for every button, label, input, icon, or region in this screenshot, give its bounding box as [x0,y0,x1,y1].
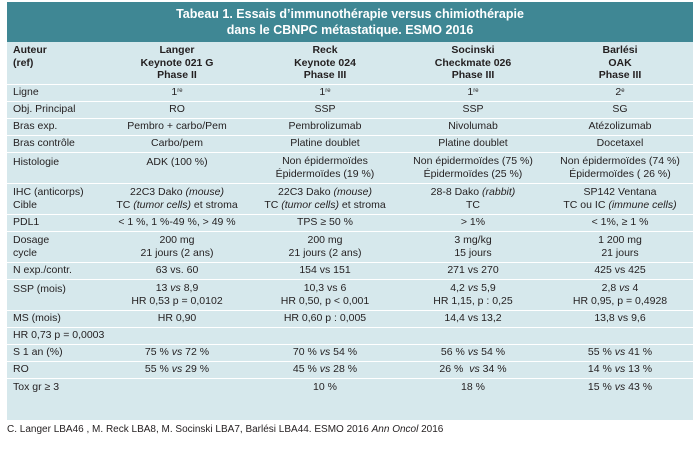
header-label-cell [7,42,103,84]
cell-line: Épidermoïdes ( 26 %) [569,167,671,180]
row-label: PDL1 [7,214,103,231]
cell-text: 43 % [625,380,653,393]
cell-italic: (tumor cells) [281,198,339,211]
cell: HR 0,90 [103,310,251,327]
cell [103,361,251,378]
cell-text: 2 [615,86,622,99]
cell-line [403,186,543,199]
cell-line: HR 1,15, p : 0,25 [433,294,513,307]
cell-line: 21 jours (2 ans) [288,246,362,259]
cell-text: 28-8 Dako [430,186,483,198]
cell-text: 13 % [625,363,653,376]
header-phase: Phase III [451,69,495,81]
row-label: Bras exp. [7,118,103,135]
cell-text: et stroma [339,198,386,211]
cell-line [107,199,247,212]
cell-line [255,199,395,212]
row-label: Ligne [7,84,103,101]
cell: Carbo/pem [103,135,251,152]
trials-table [7,42,693,395]
row-bras-exp [7,118,693,135]
row-label: MS (mois) [7,310,103,327]
header-col-socinski [399,42,547,84]
cell-text: 13 [155,282,171,294]
row-hr [7,327,693,344]
cell [251,84,399,101]
cell [103,344,251,361]
row-ihc [7,183,693,214]
header-author: Barlési [602,44,638,56]
row-pdl1 [7,214,693,231]
cell-line [107,282,247,295]
cell-line [403,282,543,295]
cell-italic: (mouse) [333,186,372,198]
cell [251,152,399,183]
cell-text: TC [264,198,282,211]
cell-italic: vs [467,282,479,294]
cell: SG [547,101,693,118]
cell: RO [103,101,251,118]
cell: Pembro + carbo/Pem [103,118,251,135]
row-n-exp [7,262,693,279]
cell: TPS ≥ 50 % [251,214,399,231]
row-label [7,183,103,214]
row-bras-controle [7,135,693,152]
cell-text: 34 % [479,363,507,376]
cell-text: 1 [467,86,474,99]
row-label-line: IHC (anticorps) [13,186,84,198]
cell: Platine doublet [399,135,547,152]
cell-text: et stroma [191,198,238,211]
cell-text: 4,2 [450,282,468,294]
header-phase: Phase II [157,69,197,81]
cell-superscript: re [473,88,479,95]
cell-line: 200 mg [307,234,343,246]
row-label: S 1 an (%) [7,344,103,361]
row-label: HR 0,73 p = 0,0003 [7,327,693,344]
row-label: RO [7,361,103,378]
cell: 271 vs 270 [399,262,547,279]
row-label: Histologie [7,152,103,183]
cell [399,279,547,310]
cell: 63 vs. 60 [103,262,251,279]
header-study: Keynote 024 [294,56,356,69]
cell: < 1 %, 1 %-49 %, > 49 % [103,214,251,231]
cell-line [551,282,689,295]
cell-line: Non épidermoïdes (75 %) [413,155,533,167]
cell: 13,8 vs 9,6 [547,310,693,327]
cell-text: 55 % [587,346,615,359]
cell-line: 21 jours [601,246,639,259]
cell [547,152,693,183]
cell-text: 56 % [440,346,468,359]
row-tox [7,378,693,395]
cell-line: 1 200 mg [598,234,642,246]
cell-text: 28 % [330,363,358,376]
cell-line: 15 jours [454,246,492,259]
cell-italic: vs [469,363,480,376]
cell [103,378,251,395]
cell-italic: (immune cells) [608,198,677,211]
table-title-line2: dans le CBNPC métastatique. ESMO 2016 [226,23,474,37]
cell [399,344,547,361]
row-ligne [7,84,693,101]
cell-text: 15 % [587,380,615,393]
cell-text: 2,8 [601,282,620,294]
cell [103,183,251,214]
cell-text: 75 % [144,346,172,359]
cell-italic: vs [619,282,630,294]
cell [251,183,399,214]
footnote [7,424,443,435]
cell-text: 41 % [625,346,653,359]
cell-italic: vs [171,363,183,376]
cell: Pembrolizumab [251,118,399,135]
cell-line: SP142 Ventana [583,186,657,198]
row-label: N exp./contr. [7,262,103,279]
cell-text: 72 % [182,346,210,359]
cell: 14,4 vs 13,2 [399,310,547,327]
table-title-line1: Tabeau 1. Essais d’immunothérapie versus chimiothérapie [176,7,524,21]
cell-text: 1 [171,86,178,99]
header-label-ref: (ref) [13,56,34,69]
cell-line: HR 0,50, p < 0,001 [280,294,370,307]
cell [399,361,547,378]
cell [251,344,399,361]
cell-italic: (mouse) [185,186,224,198]
cell [103,84,251,101]
row-objectif [7,101,693,118]
cell: 425 vs 425 [547,262,693,279]
header-col-barlesi [547,42,693,84]
cell-line: Épidermoïdes (25 %) [423,167,523,180]
row-histologie [7,152,693,183]
header-author: Reck [312,44,338,56]
cell-italic: vs [171,346,183,359]
cell-line [551,199,689,212]
trials-table-panel [7,2,693,420]
row-label: Bras contrôle [7,135,103,152]
cell-text: 22C3 Dako [130,186,186,198]
row-ms [7,310,693,327]
footnote-year: 2016 [418,424,444,435]
cell [251,361,399,378]
cell-italic: vs [614,346,626,359]
cell-line: Non épidermoïdes [282,155,368,167]
header-study: OAK [608,56,632,69]
cell [103,231,251,262]
cell: HR 0,60 p : 0,005 [251,310,399,327]
cell: 18 % [399,378,547,395]
cell-text: 54 % [330,346,358,359]
row-label: Obj. Principal [7,101,103,118]
row-label [7,231,103,262]
table-title [7,2,693,42]
cell-line [107,186,247,199]
cell-text: 70 % [292,346,320,359]
cell [251,279,399,310]
cell: < 1%, ≥ 1 % [547,214,693,231]
cell: Atézolizumab [547,118,693,135]
cell [547,378,693,395]
cell-superscript: e [621,88,625,95]
cell-text: 55 % [144,363,172,376]
row-label: Tox gr ≥ 3 [7,378,103,395]
cell [399,231,547,262]
row-label: SSP (mois) [7,279,103,310]
cell-text: 5,9 [478,282,496,294]
cell: 154 vs 151 [251,262,399,279]
cell [547,84,693,101]
header-author: Socinski [451,44,495,56]
row-label-line: Cible [13,198,37,211]
row-s1an [7,344,693,361]
header-label-auteur: Auteur [13,44,47,56]
cell-italic: vs [614,363,626,376]
cell-superscript: re [177,88,183,95]
cell: SSP [251,101,399,118]
footnote-text: C. Langer LBA46 , M. Reck LBA8, M. Socinski LBA7, Barlési LBA44. ESMO 2016 [7,424,372,435]
cell-italic: vs [319,363,331,376]
cell-text: 45 % [292,363,320,376]
cell: SSP [399,101,547,118]
cell: 10 % [251,378,399,395]
cell-italic: vs [467,346,479,359]
cell [547,183,693,214]
cell-italic: vs [170,282,181,294]
cell-line: 200 mg [159,234,195,246]
cell-line: HR 0,53 p = 0,0102 [131,294,223,307]
header-col-langer [103,42,251,84]
cell-text: 54 % [478,346,506,359]
header-col-reck [251,42,399,84]
cell-line: Non épidermoïdes (74 %) [560,155,680,167]
cell-line: Épidermoïdes (19 %) [275,167,375,180]
cell: Docetaxel [547,135,693,152]
cell-line: TC [466,198,480,211]
row-ssp [7,279,693,310]
cell-text: 8,9 [180,282,199,294]
cell: > 1% [399,214,547,231]
header-phase: Phase III [598,69,642,81]
footnote-journal: Ann Oncol [371,424,419,435]
header-author: Langer [159,44,195,56]
cell: ADK (100 %) [103,152,251,183]
cell-text: 1 [319,86,326,99]
row-label-line: Dosage [13,234,50,246]
cell: Platine doublet [251,135,399,152]
header-study: Checkmate 026 [434,56,512,69]
cell [103,279,251,310]
cell [399,84,547,101]
cell [547,279,693,310]
cell [399,152,547,183]
row-ro [7,361,693,378]
cell-line: HR 0,95, p = 0,4928 [572,294,668,307]
cell-text: TC [116,198,134,211]
cell: Nivolumab [399,118,547,135]
cell-text: 22C3 Dako [278,186,334,198]
row-label-line: cycle [13,246,37,259]
cell [251,231,399,262]
cell-italic: (rabbit) [482,186,516,198]
cell-text: 14 % [587,363,615,376]
cell-superscript: re [325,88,331,95]
cell [399,183,547,214]
row-dosage [7,231,693,262]
cell [547,344,693,361]
cell [547,361,693,378]
cell-line: 3 mg/kg [454,234,492,246]
cell-italic: vs [614,380,626,393]
cell-line: 10,3 vs 6 [303,282,347,294]
cell-text: 4 [629,282,639,294]
cell-text: 29 % [182,363,210,376]
header-phase: Phase III [303,69,347,81]
cell-text: TC ou IC [563,198,609,211]
cell-text: 26 % [439,363,470,376]
cell [547,231,693,262]
header-study: Keynote 021 G [140,56,214,69]
cell-line: 21 jours (2 ans) [140,246,214,259]
header-row [7,42,693,84]
cell-line [255,186,395,199]
cell-italic: (tumor cells) [133,198,191,211]
cell-italic: vs [319,346,331,359]
